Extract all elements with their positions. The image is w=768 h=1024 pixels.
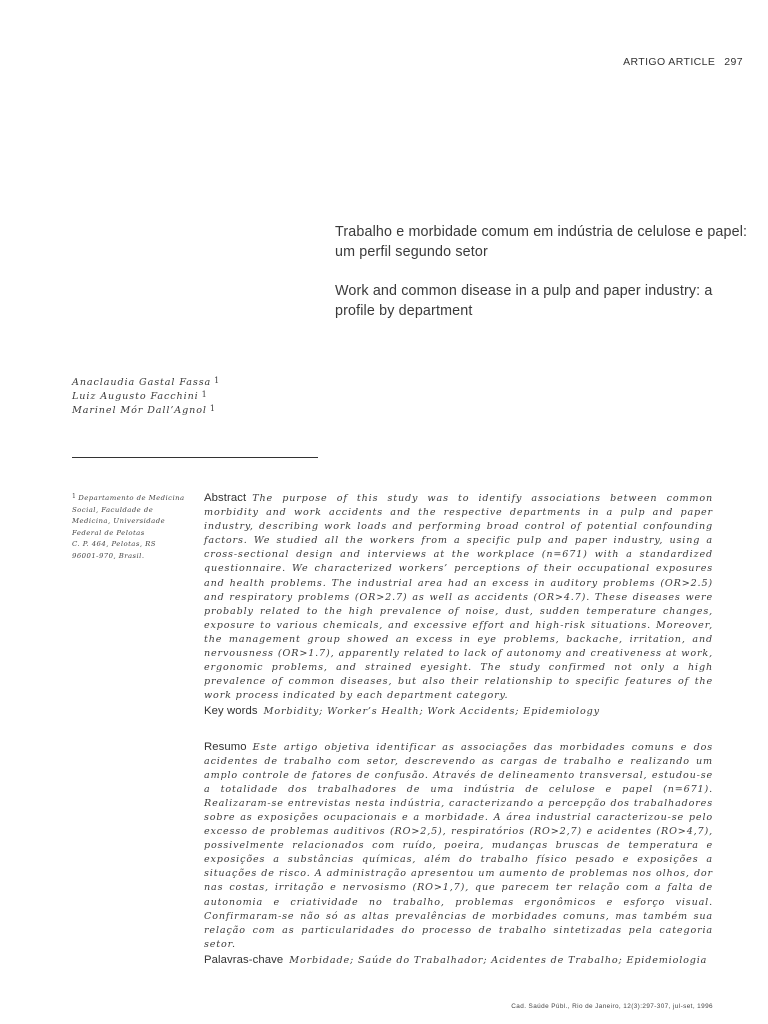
author-list bbox=[72, 376, 220, 418]
author bbox=[72, 376, 220, 390]
affiliation-line: 1 Departamento de Medicina bbox=[72, 493, 185, 502]
author-name: Marinel Mór Dall’Agnol bbox=[72, 405, 207, 416]
affiliation-mark: 1 bbox=[72, 493, 77, 500]
main-text bbox=[204, 491, 713, 968]
author-name: Anaclaudia Gastal Fassa bbox=[72, 377, 212, 388]
author-affiliation-mark: 1 bbox=[209, 404, 216, 413]
author-name: Luiz Augusto Facchini bbox=[72, 391, 199, 402]
keywords bbox=[204, 704, 713, 719]
author-affiliation-mark: 1 bbox=[201, 390, 208, 399]
palavras-chave-text: Morbidade; Saúde do Trabalhador; Acidentes de Trabalho; Epidemiologia bbox=[289, 954, 708, 966]
affiliation-line: Medicina, Universidade bbox=[72, 517, 166, 525]
affiliation-line: Federal de Pelotas bbox=[72, 528, 145, 537]
author bbox=[72, 404, 220, 418]
keywords-label: Key words bbox=[204, 705, 258, 718]
author bbox=[72, 390, 220, 404]
abstract bbox=[204, 491, 713, 703]
title-block bbox=[335, 222, 755, 321]
abstract-text: The purpose of this study was to identify associations between common morbidity and work accidents and the respective departments in a pulp and paper industry, describing work loads and performing broad control of potential confounding factors. We studied all the workers from a specific pulp and paper industry, using a cross-sectional design and interviews at the workplace (n=671) with a standardized questionnaire. We characterized workers’ perceptions of their occupational exposures and health problems. The industrial area had an excess in auditory problems (OR>2.5) and respiratory problems (OR>2.7) as well as accidents (OR>4.7). These diseases were probably related to the high prevalence of noise, dust, sudden temperature changes, exposure to various chemicals, and excessive effort and high-risk situations. Moreover, the management group showed an excess in eye problems, backache, irritation, and nervousness (OR>1.7), apparently related to lack of autonomy and creativeness at work, ergonomic problems, and strained eyesight. The study confirmed not only a high prevalence of common diseases, but also their relationship to specific features of the work process indicated by each department category. bbox=[204, 493, 713, 702]
title-portuguese: Trabalho e morbidade comum em indústria de celulose e papel: um perfil segundo setor bbox=[335, 224, 748, 260]
running-header bbox=[623, 56, 743, 68]
abstract-label: Abstract bbox=[204, 492, 247, 504]
resumo-label: Resumo bbox=[204, 740, 247, 753]
palavras-chave-label: Palavras-chave bbox=[204, 953, 284, 966]
author-affiliation-mark: 1 bbox=[214, 376, 221, 385]
resumo bbox=[204, 740, 713, 952]
journal-citation: Cad. Saúde Públ., Rio de Janeiro, 12(3):297-307, jul-set, 1996 bbox=[511, 1003, 713, 1010]
resumo-text: Este artigo objetiva identificar as associações das morbidades comuns e dos acidentes de trabalho com setor, descrevendo as cargas de trabalho e realizando um amplo controle de fatores de confusão. Através de delineamento transversal, estudou-se a totalidade dos trabalhadores de uma indústria de celulose e papel (n=671). Realizaram-se entrevistas nesta indústria, caracterizando a percepção dos trabalhadores sobre as exposições ocupacionais e a morbidade. A área industrial caracterizou-se pelo excesso de problemas auditivos (RO>2,5), respiratórios (RO>2,7) e acidentes (RO>4,7), possivelmente relacionados com ruído, poeira, mudanças bruscas de temperatura e exposições a substâncias químicas, além do trabalho físico pesado e exposições a situações de risco. A administração apresentou um aumento de problemas nos olhos, dor nas costas, irritação e nervosismo (RO>1,7), que parecem ter relação com a falta de autonomia e criatividade no trabalho, problemas ergonômicos e esforço visual. Confirmaram-se não só as altas prevalências de morbidades comuns, mas também sua relação com as particularidades do processo de trabalho sintetizadas pela categoria setor. bbox=[204, 741, 713, 950]
section-label: ARTIGO ARTICLE bbox=[623, 56, 716, 68]
divider bbox=[72, 457, 318, 458]
affiliation-note bbox=[72, 493, 197, 562]
affiliation-line: Social, Faculdade de bbox=[72, 505, 154, 514]
affiliation-line: C. P. 464, Pelotas, RS bbox=[72, 540, 156, 548]
page-number: 297 bbox=[724, 56, 743, 68]
keywords-text: Morbidity; Worker’s Health; Work Accidents; Epidemiology bbox=[263, 706, 600, 718]
title-english: Work and common disease in a pulp and paper industry: a profile by department bbox=[335, 283, 713, 319]
affiliation-line: 96001-970, Brasil. bbox=[72, 551, 145, 560]
palavras-chave bbox=[204, 953, 713, 968]
